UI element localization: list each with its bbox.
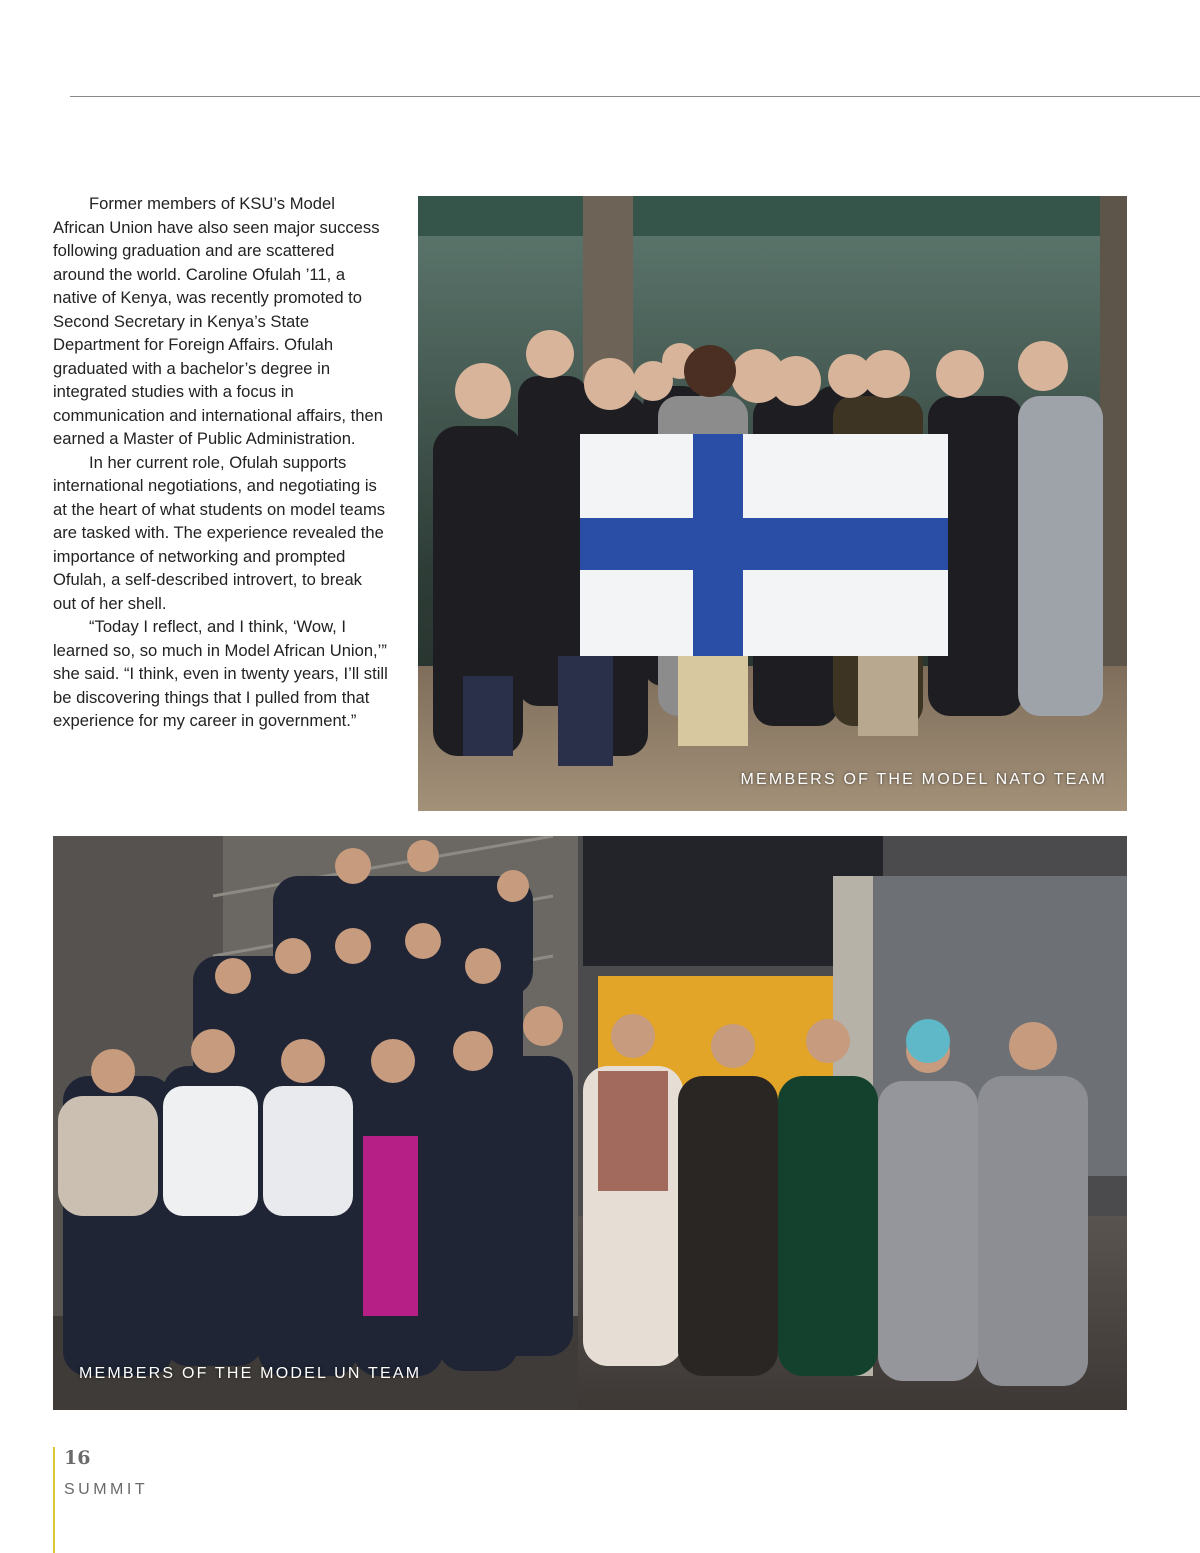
- nato-photo-caption: MEMBERS OF THE MODEL NATO TEAM: [740, 771, 1107, 788]
- nato-photo-illustration: [418, 196, 1127, 811]
- paragraph: In her current role, Ofulah supports international negotiations, and negotiating is at the heart of what students on model teams are tasked with. The experience revealed the importance of networking and prompted Ofulah, a self-described introvert, to break out of her shell.: [53, 452, 386, 613]
- article-body: [53, 192, 388, 733]
- page-number: 16: [64, 1447, 91, 1469]
- model-un-team-photo: [53, 836, 1127, 1410]
- un-photo-caption: MEMBERS OF THE MODEL UN TEAM: [79, 1365, 422, 1382]
- footer-accent-bar: [53, 1447, 55, 1553]
- paragraph: “Today I reflect, and I think, ‘Wow, I learned so, so much in Model African Union,’” she said. “I think, even in twenty years, I’ll still be discovering things that I pulled from that experience for my career in government.”: [53, 617, 388, 730]
- publication-name: SUMMIT: [64, 1481, 149, 1498]
- model-nato-team-photo: [418, 196, 1127, 811]
- header-divider: [70, 96, 1200, 97]
- un-photo-illustration: [53, 836, 1127, 1410]
- finland-flag: [580, 434, 948, 656]
- paragraph: Former members of KSU’s Model African Union have also seen major success following graduation and are scattered around the world. Caroline Ofulah ’11, a native of Kenya, was recently promoted to Second Secretary in Kenya’s State Department for Foreign Affairs. Ofulah graduated with a bachelor’s degree in integrated studies with a focus in communication and international affairs, then earned a Master of Public Administration.: [53, 194, 383, 448]
